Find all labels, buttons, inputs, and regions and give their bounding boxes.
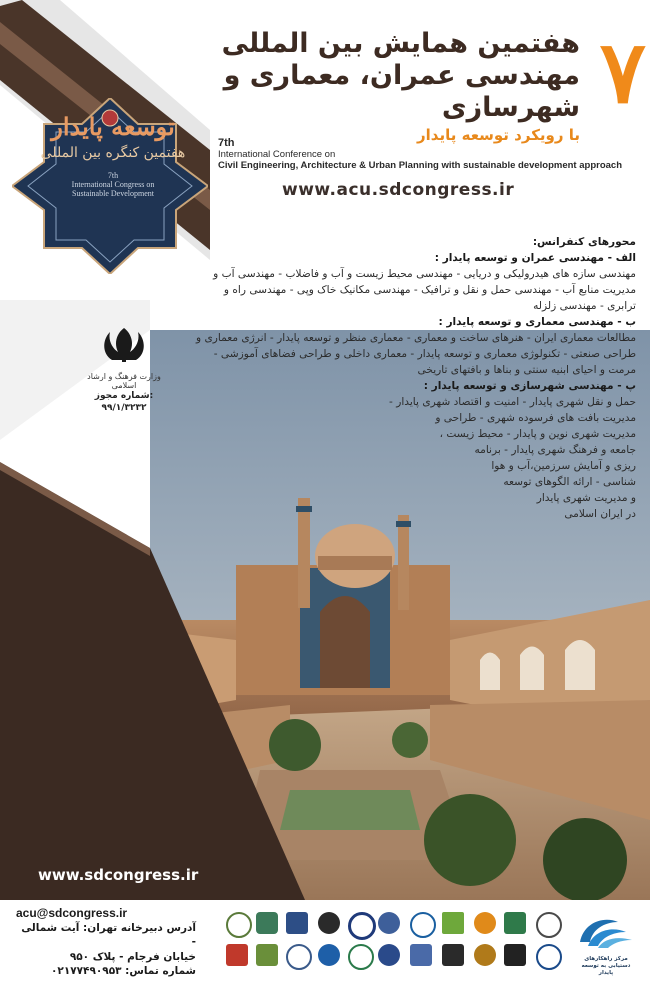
sponsor-logo-icon bbox=[474, 912, 496, 934]
title-line2: مهندسی عمران، معماری و شهرسازی bbox=[223, 60, 580, 123]
organizer-name: مرکز راهکارهای دستیابی به توسعه پایدار bbox=[581, 956, 631, 976]
sponsor-logo-icon bbox=[348, 912, 376, 940]
section-c-title: پ - مهندسی شهرسازی و توسعه پایدار : bbox=[423, 380, 636, 392]
sponsor-logo-icon bbox=[286, 912, 308, 934]
en-line2: Civil Engineering, Architecture & Urban Planning with sustainable development approach bbox=[218, 160, 622, 171]
section-b-body: مطالعات معماری ایران - هنرهای ساخت و معماری - معماری منظر و توسعه پایدار - انرژی معماری و طراحی صنعتی - تکنولوژی معماری و توسعه پایدار - معماری داخلی و طراحی فضاهای آموزشی - مرمت و احیای ابنیه سنتی و بناها و بافتهای تاریخی bbox=[195, 332, 636, 376]
sponsor-logo-icons bbox=[226, 910, 566, 974]
title-block bbox=[110, 28, 580, 144]
badge-en-line3: Sustainable Development bbox=[72, 189, 154, 198]
license-number: ۹۹/۱/۳۲۳۲ bbox=[101, 403, 147, 413]
sponsor-logo-icon bbox=[442, 944, 464, 966]
sponsor-logo-icon bbox=[504, 912, 526, 934]
contact-email[interactable]: acu@sdcongress.ir bbox=[16, 906, 128, 920]
sponsor-logo-icon bbox=[226, 944, 248, 966]
sponsor-logo-icon bbox=[474, 944, 496, 966]
license-label: شماره مجوز: bbox=[94, 391, 154, 401]
sponsor-logo-icon bbox=[442, 912, 464, 934]
organizer-logo bbox=[574, 912, 638, 976]
section-c-line: و مدیریت شهری پایدار bbox=[536, 492, 636, 504]
sponsor-logo-icon bbox=[536, 944, 562, 970]
section-c-body bbox=[336, 394, 636, 522]
organizer-logo-icon bbox=[574, 912, 638, 952]
topics bbox=[196, 234, 636, 522]
title-line1: هفتمین همایش بین المللی bbox=[221, 28, 580, 59]
section-c-line: در ایران اسلامی bbox=[564, 508, 636, 520]
badge-persian-line2: هفتمین کنگره بین المللی bbox=[40, 145, 186, 161]
section-c-line: حمل و نقل شهری پایدار - امنیت و اقتصاد شهری پایدار - bbox=[389, 396, 636, 408]
section-c-line: مدیریت شهری نوین و پایدار - محیط زیست ، bbox=[439, 428, 636, 440]
contact-info bbox=[16, 906, 196, 979]
sponsor-logo-icon bbox=[286, 944, 312, 970]
en-line1: International Conference on bbox=[218, 149, 336, 160]
sponsor-logo-icon bbox=[226, 912, 252, 938]
badge-persian-line1: توسعه پایدار bbox=[51, 112, 175, 141]
sponsor-logo-icon bbox=[410, 912, 436, 938]
section-b-title: ب - مهندسی معماری و توسعه پایدار : bbox=[438, 316, 636, 328]
footer-url[interactable]: www.sdcongress.ir bbox=[38, 866, 199, 884]
section-a-title: الف - مهندسی عمران و توسعه پایدار : bbox=[434, 252, 636, 264]
address-line1: آدرس دبیرخانه تهران: آیت شمالی - bbox=[21, 921, 196, 948]
section-c-line: شناسی - ارائه الگوهای توسعه bbox=[503, 476, 636, 488]
sponsor-logo-icon bbox=[256, 912, 278, 934]
conference-url[interactable]: www.acu.sdcongress.ir bbox=[282, 180, 515, 200]
license-block bbox=[86, 326, 162, 414]
sponsor-logo-icon bbox=[504, 944, 526, 966]
badge-en-line2: International Congress on bbox=[71, 180, 155, 189]
english-title bbox=[218, 138, 648, 171]
number-seven: ۷ bbox=[599, 22, 646, 123]
section-c-line: جامعه و فرهنگ شهری پایدار - برنامه bbox=[474, 444, 636, 456]
sponsor-logo-icon bbox=[378, 912, 400, 934]
section-c-line: مدیریت بافت های فرسوده شهری - طراحی و bbox=[435, 412, 636, 424]
address-line2: خیابان فرجام - پلاک ۹۵۰ bbox=[69, 950, 196, 963]
ministry-name: وزارت فرهنگ و ارشاد اسلامی bbox=[87, 372, 161, 390]
title-line3: با رویکرد توسعه پایدار bbox=[417, 126, 580, 144]
topics-heading: محورهای کنفرانس: bbox=[532, 236, 636, 248]
contact-phone: شماره تماس: ۰۲۱۷۷۴۹۰۹۵۳ bbox=[51, 965, 196, 977]
sponsor-logo-icon bbox=[348, 944, 374, 970]
sponsor-logo-icon bbox=[256, 944, 278, 966]
emblem-icon bbox=[86, 326, 162, 366]
sponsor-logo-icon bbox=[318, 912, 340, 934]
sponsor-logo-icon bbox=[410, 944, 432, 966]
section-c-line: ریزی و آمایش سرزمین،آب و هوا bbox=[491, 460, 636, 472]
badge-en-line1: 7th bbox=[107, 171, 119, 180]
en-sup: 7th bbox=[218, 137, 235, 149]
section-a-body: مهندسی سازه های هیدرولیکی و دریایی - مهندسی محیط زیست و آب و فاضلاب - مهندسی آب و مدیریت منابع آب - مهندسی حمل و نقل و ترافیک - مهندسی مکانیک خاک وپی - مهندسی راه و ترابری - مهندسی زلزله bbox=[213, 268, 636, 312]
sponsor-logo-icon bbox=[536, 912, 562, 938]
sponsor-logo-icon bbox=[378, 944, 400, 966]
sponsor-logo-icon bbox=[318, 944, 340, 966]
